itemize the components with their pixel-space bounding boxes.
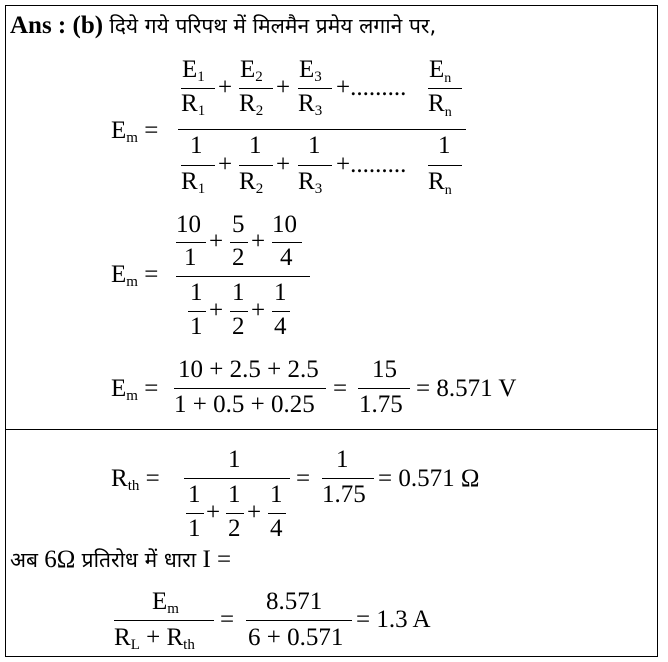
- current-statement: अब 6Ω प्रतिरोध में धारा I =: [10, 546, 232, 573]
- section-divider: [6, 429, 657, 430]
- num-term-2: $E_2$: [240, 56, 263, 85]
- answer-box: Ans : (b) दिये गये परिपथ में मिलमैन प्रमेय लगाने पर, $E_m$ = $E_1$ $R_1$ + $E_2$ $R_2$ + $E_3$ $R_3$ +......... $E_n$ $R_n$ 1 $R_1$ + 1 $R_2$ + 1 $R_3$ +......... 1 $R_n$ $E_m$ = 10 1 + 5 2 + 10 4 1 1 + 1 2 + 1 4 $E_m$ = 10 + 2.5 + 2.5 1 + 0.5 + 0.25 = 15 1.75 = 8.571 V $R_{th}$ = 1 1 1 + 1 2 + 1 4 = 1 1.75 = 0.571 Ω अब 6Ω प्रतिरोध में धारा I = $E_m$ $R_L + R_{th}$ = 8.571 6 + 0.571 = 1.3 A: [5, 5, 658, 657]
- num-term-3: $E_3$: [299, 56, 322, 85]
- num-term-3-den: $R_3$: [298, 90, 323, 119]
- num-term-2-den: $R_2$: [239, 90, 264, 119]
- answer-heading: [10, 12, 436, 40]
- em-symbol-1: $E_m$ =: [111, 117, 159, 146]
- answer-intro-text: दिये गये परिपथ में मिलमैन प्रमेय लगाने पर,: [109, 14, 437, 38]
- num-term-1: $E_1$: [182, 56, 205, 85]
- num-dots: +.........: [336, 74, 407, 101]
- num-term-n-den: $R_n$: [428, 90, 452, 120]
- answer-label: Ans : (b): [10, 12, 104, 39]
- num-term-1-den: $R_1$: [181, 90, 206, 119]
- num-term-n: $E_n$: [429, 56, 452, 86]
